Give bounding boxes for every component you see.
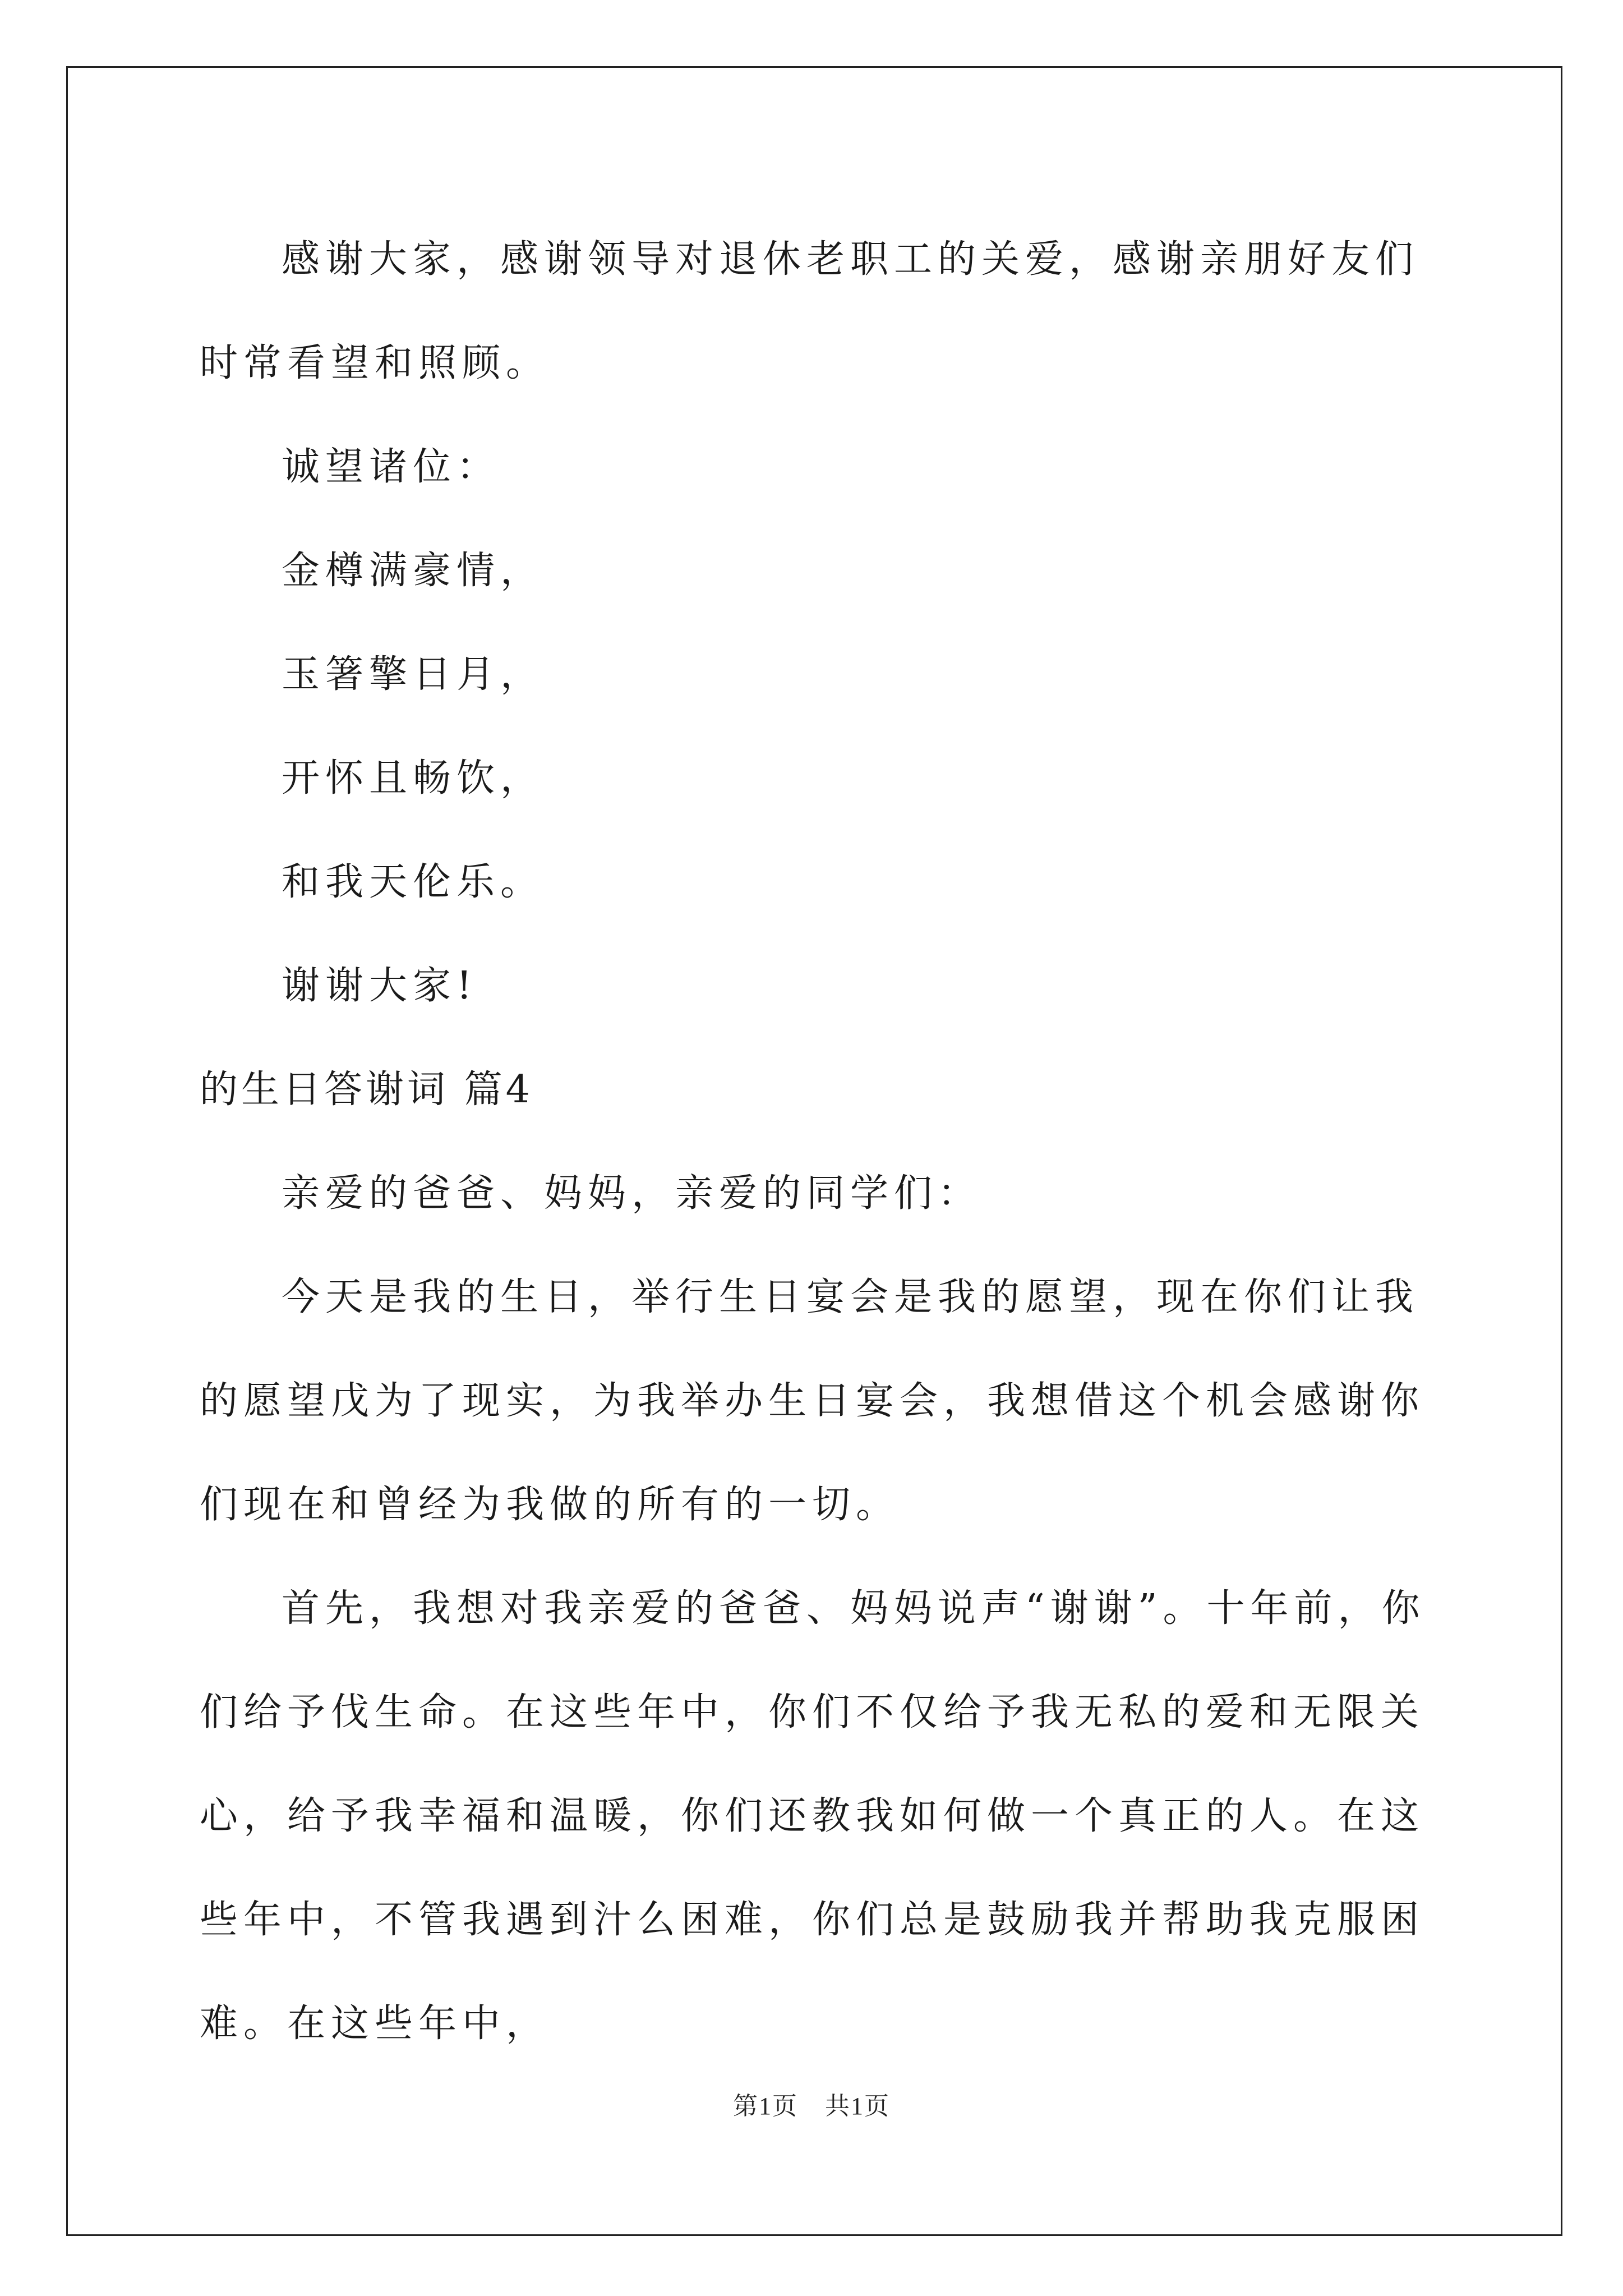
page-number-current: 第1页 [733,2092,798,2120]
salutation: 亲爱的爸爸、妈妈，亲爱的同学们： [282,1171,982,1216]
paragraph: 感谢大家，感谢领导对退休老职工的关爱，感谢亲朋好友们时常看望和照顾。 [200,237,1419,385]
poem-line: 玉箸擎日月， [282,652,545,697]
paragraph: 谢谢大家! [282,964,478,1008]
paragraph: 诚望诸位： [282,445,501,489]
page-footer [0,2086,1623,2122]
page-number-total: 共1页 [825,2092,890,2120]
section-heading: 的生日答谢词 篇4 [200,1068,533,1112]
document-body [200,208,1428,2076]
poem-line: 和我天伦乐。 [282,860,545,904]
paragraph: 今天是我的生日，举行生日宴会是我的愿望，现在你们让我的愿望戊为了现实，为我举办生日宴会，我想借这个机会感谢你们现在和曾经为我做的所有的一切。 [200,1275,1425,1527]
poem-line: 开怀且畅饮， [282,756,545,800]
paragraph: 首先，我想对我亲爱的爸爸、妈妈说声“谢谢”。十年前，你们给予伐生命。在这些年中，你们不仅给予我无私的爱和无限关心，给予我幸福和温暖，你们还教我如何做一个真正的人。在这些年中，不管我遇到汁么困难，你们总是鼓励我并帮助我克服困难。在这些年中， [200,1586,1426,2046]
poem-line: 金樽满豪情， [282,549,545,593]
